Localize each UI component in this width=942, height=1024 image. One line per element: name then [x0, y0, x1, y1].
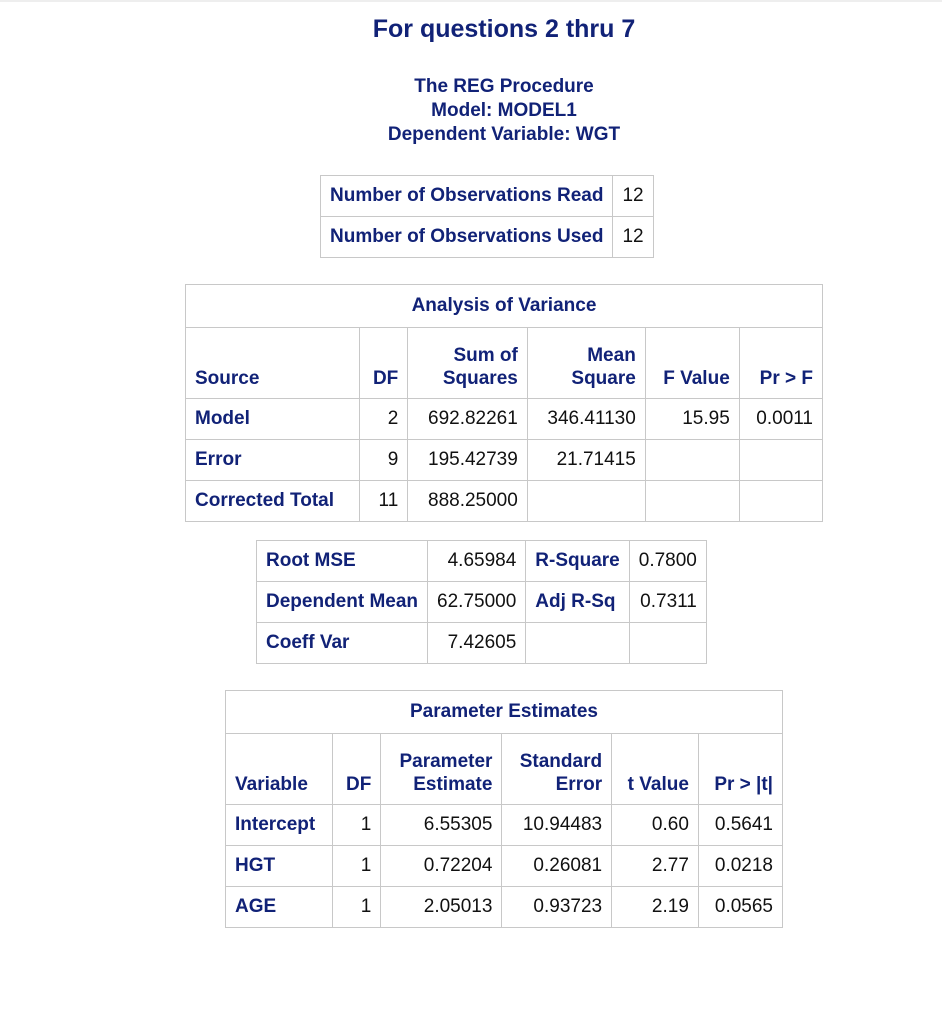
- col-standard-error: [502, 734, 612, 805]
- row-variable: Intercept: [226, 805, 333, 846]
- row-source: Corrected Total: [186, 481, 360, 522]
- col-parameter-estimate: [381, 734, 502, 805]
- cell-f: 15.95: [645, 399, 739, 440]
- fit-value: 4.65984: [428, 541, 526, 582]
- fit-value: [629, 623, 706, 664]
- table-row: [257, 541, 707, 582]
- col-ms-top: Mean: [587, 345, 636, 366]
- anova-table: [185, 284, 823, 522]
- fit-label: [526, 623, 629, 664]
- cell-se: 10.94483: [502, 805, 612, 846]
- table-row: [186, 399, 823, 440]
- col-est-bottom: Estimate: [413, 774, 493, 795]
- procedure-title: The REG Procedure: [414, 76, 594, 97]
- cell-df: 1: [333, 805, 381, 846]
- fit-label: Coeff Var: [257, 623, 428, 664]
- page-title: For questions 2 thru 7: [372, 15, 636, 43]
- table-row: [226, 846, 783, 887]
- cell-estimate: 0.72204: [381, 846, 502, 887]
- fit-value: 0.7311: [629, 582, 706, 623]
- table-header-row: [186, 328, 823, 399]
- table-row: [186, 481, 823, 522]
- cell-ss: 692.82261: [408, 399, 528, 440]
- cell-df: 1: [333, 846, 381, 887]
- cell-ms: [527, 481, 645, 522]
- row-source: Model: [186, 399, 360, 440]
- cell-ss: 888.25000: [408, 481, 528, 522]
- cell-ss: 195.42739: [408, 440, 528, 481]
- obs-read-label: Number of Observations Read: [321, 176, 613, 217]
- cell-estimate: 6.55305: [381, 805, 502, 846]
- top-border: [0, 0, 942, 2]
- cell-f: [645, 481, 739, 522]
- col-sum-of-squares: [408, 328, 528, 399]
- cell-ms: 21.71415: [527, 440, 645, 481]
- cell-p: [739, 481, 822, 522]
- dependent-variable-title: Dependent Variable: WGT: [387, 124, 621, 145]
- cell-p: 0.0011: [739, 399, 822, 440]
- col-variable: Variable: [226, 734, 333, 805]
- col-f-value: F Value: [645, 328, 739, 399]
- col-ms-bottom: Square: [571, 368, 636, 389]
- table-row: [226, 887, 783, 928]
- cell-df: 2: [359, 399, 408, 440]
- col-se-bottom: Error: [555, 774, 603, 795]
- col-pr-t: Pr > |t|: [698, 734, 782, 805]
- table-row: [321, 217, 654, 258]
- cell-df: 9: [359, 440, 408, 481]
- params-caption: Parameter Estimates: [226, 691, 783, 734]
- col-se-top: Standard: [519, 751, 603, 772]
- col-pr-f: Pr > F: [739, 328, 822, 399]
- cell-p: 0.0218: [698, 846, 782, 887]
- fit-label: R-Square: [526, 541, 629, 582]
- table-caption-row: [226, 691, 783, 734]
- row-source: Error: [186, 440, 360, 481]
- fit-statistics-table: [256, 540, 707, 664]
- fit-value: 7.42605: [428, 623, 526, 664]
- col-source: Source: [186, 328, 360, 399]
- obs-used-label: Number of Observations Used: [321, 217, 613, 258]
- table-row: [321, 176, 654, 217]
- row-variable: HGT: [226, 846, 333, 887]
- row-variable: AGE: [226, 887, 333, 928]
- cell-t: 0.60: [612, 805, 699, 846]
- parameter-estimates-table: [225, 690, 783, 928]
- cell-df: 1: [333, 887, 381, 928]
- cell-ms: 346.41130: [527, 399, 645, 440]
- cell-p: [739, 440, 822, 481]
- cell-estimate: 2.05013: [381, 887, 502, 928]
- col-ss-bottom: Squares: [442, 368, 518, 389]
- table-row: [257, 623, 707, 664]
- fit-label: Root MSE: [257, 541, 428, 582]
- cell-p: 0.5641: [698, 805, 782, 846]
- col-est-top: Parameter: [399, 751, 493, 772]
- cell-t: 2.77: [612, 846, 699, 887]
- anova-caption: Analysis of Variance: [186, 285, 823, 328]
- obs-read-value: 12: [613, 176, 653, 217]
- col-ss-top: Sum of: [453, 345, 518, 366]
- cell-se: 0.26081: [502, 846, 612, 887]
- cell-p: 0.0565: [698, 887, 782, 928]
- cell-df: 11: [359, 481, 408, 522]
- obs-used-value: 12: [613, 217, 653, 258]
- observations-table: [320, 175, 654, 258]
- col-t-value: t Value: [612, 734, 699, 805]
- cell-t: 2.19: [612, 887, 699, 928]
- table-header-row: [226, 734, 783, 805]
- col-df: DF: [359, 328, 408, 399]
- fit-value: 62.75000: [428, 582, 526, 623]
- fit-label: Dependent Mean: [257, 582, 428, 623]
- table-row: [226, 805, 783, 846]
- table-caption-row: [186, 285, 823, 328]
- col-mean-square: [527, 328, 645, 399]
- table-row: [186, 440, 823, 481]
- fit-label: Adj R-Sq: [526, 582, 629, 623]
- cell-se: 0.93723: [502, 887, 612, 928]
- fit-value: 0.7800: [629, 541, 706, 582]
- model-title: Model: MODEL1: [431, 100, 577, 121]
- table-row: [257, 582, 707, 623]
- col-df: DF: [333, 734, 381, 805]
- cell-f: [645, 440, 739, 481]
